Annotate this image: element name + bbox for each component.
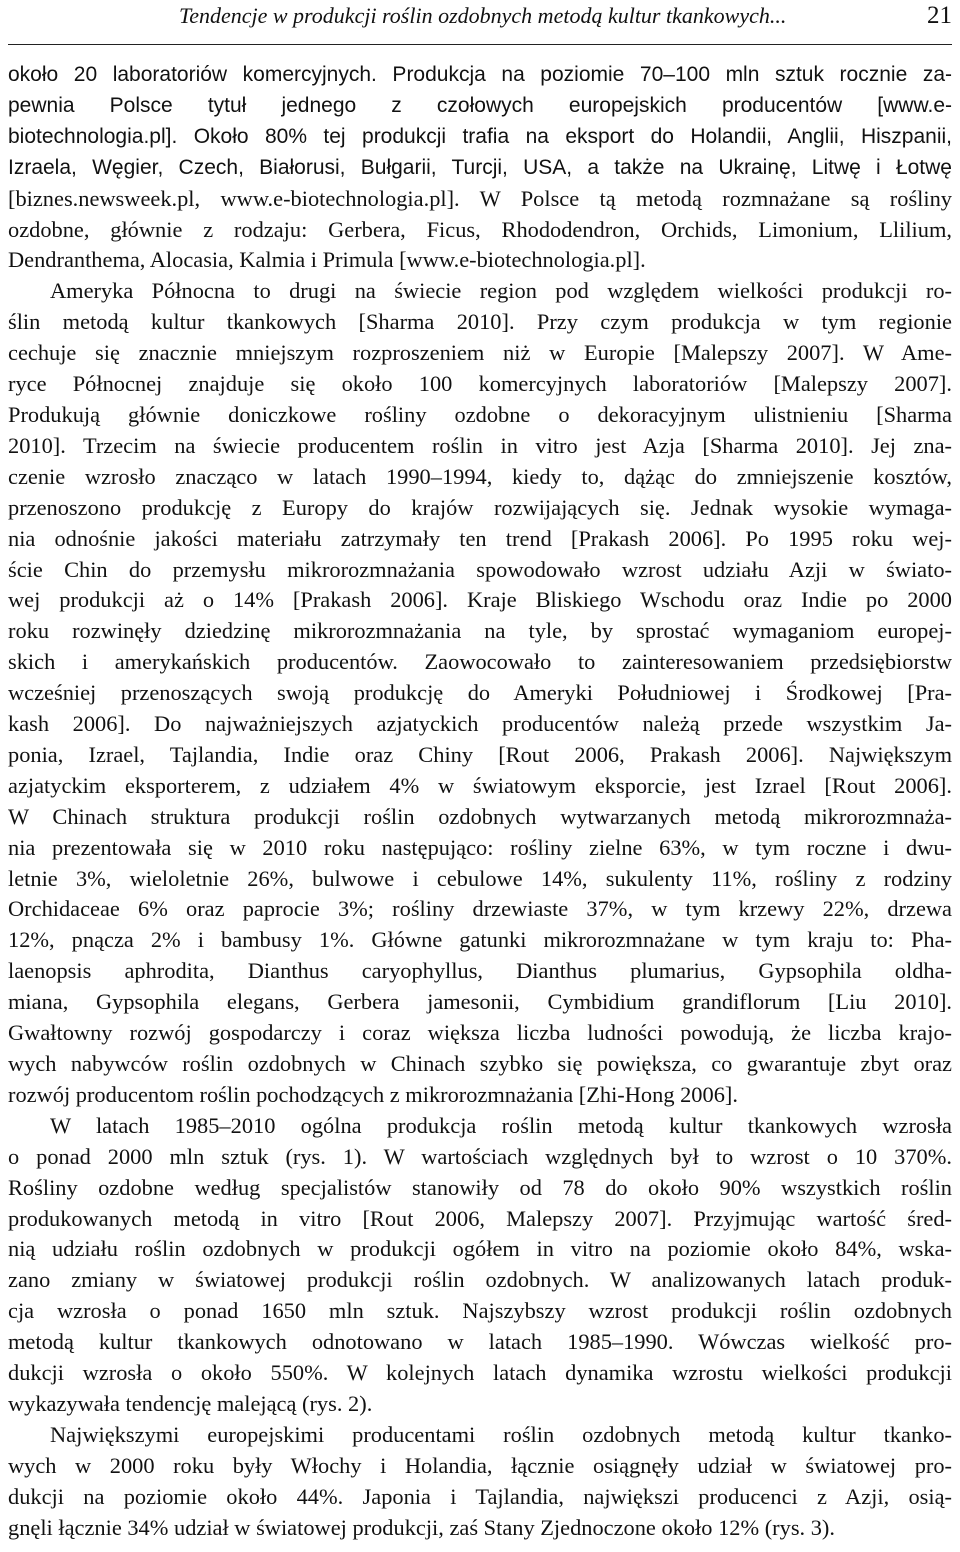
text-line: Dendranthema, Alocasia, Kalmia i Primula [www.e-biotechnologia.pl]. [8, 247, 646, 273]
text-line: nią udziału roślin ozdobnych w produkcji ogółem in vitro na poziomie około 84%, wska- [8, 1236, 952, 1262]
running-title: Tendencje w produkcji roślin ozdobnych metodą kultur tkankowych... [179, 3, 787, 28]
text-line: [biznes.newsweek.pl, www.e-biotechnologia.pl]. W Polsce tą metodą rozmnażane są rośliny [8, 185, 952, 211]
paragraph [8, 60, 952, 276]
paragraph [8, 1111, 952, 1420]
text-line: rozwój producentom roślin pochodzących z mikrorozmnażania [Zhi-Hong 2006]. [8, 1081, 738, 1107]
text-line: wcześniej przenoszących swoją produkcję do Ameryki Południowej i Środkowej [Pra- [8, 680, 952, 706]
paragraph [8, 276, 952, 1110]
text-line: roku rozwinęły dziedzinę mikrorozmnażania na tyle, by sprostać wymaganiom europej- [8, 618, 952, 644]
text-line: 12%, pnącza 2% i bambusy 1%. Główne gatunki mikrorozmnażane w tym kraju to: Pha- [8, 927, 952, 953]
text-line: kash 2006]. Do najważniejszych azjatyckich producentów należą przede wszystkim Ja- [8, 711, 952, 737]
text-line: laenopsis aphrodita, Dianthus caryophyllus, Dianthus plumarius, Gypsophila oldha- [8, 958, 952, 984]
text-line: nia prezentowała się w 2010 roku następująco: rośliny zielne 63%, w tym roczne i dwu- [8, 834, 952, 860]
text-line: Ameryka Północna to drugi na świecie region pod względem wielkości produkcji ro- [50, 278, 952, 304]
text-line: pewnia Polsce tytuł jednego z czołowych europejskich producentów [www.e- [8, 93, 952, 117]
text-line: letnie 3%, wieloletnie 26%, bulwowe i cebulowe 14%, sukulenty 11%, rośliny z rodziny [8, 865, 952, 891]
text-line: azjatyckim eksporterem, z udziałem 4% w światowym eksporcie, jest Izrael [Rout 2006]. [8, 772, 952, 798]
paragraph [8, 1420, 952, 1544]
text-line: przenoszono produkcję z Europy do krajów rozwijających się. Jednak wysokie wymaga- [8, 494, 952, 520]
text-line: dukcji wzrosła o około 550%. W kolejnych latach dynamika wzrostu wielkości produkcji [8, 1360, 952, 1386]
text-line: Rośliny ozdobne według specjalistów stanowiły od 78 do około 90% wszystkich roślin [8, 1174, 952, 1200]
text-line: Orchidaceae 6% oraz paprocie 3%; rośliny drzewiaste 37%, w tym krzewy 22%, drzewa [8, 896, 952, 922]
text-line: skich i amerykańskich producentów. Zaowocowało to zainteresowaniem przedsiębiorstw [8, 649, 952, 675]
text-line: cechuje się znacznie mniejszym rozproszeniem niż w Europie [Malepszy 2007]. W Ame- [8, 340, 952, 366]
text-line: biotechnologia.pl]. Około 80% tej produkcji trafia na eksport do Holandii, Anglii, Hiszpanii, [8, 124, 952, 148]
text-line: ślin metodą kultur tkankowych [Sharma 2010]. Przy czym produkcja w tym regionie [8, 309, 952, 335]
text-line: dukcji na poziomie około 44%. Japonia i Tajlandia, największi producenci z Azji, osią- [8, 1483, 952, 1509]
text-line: 2010]. Trzecim na świecie producentem roślin in vitro jest Azja [Sharma 2010]. Jej zna- [8, 432, 952, 458]
text-line: wykazywała tendencję malejącą (rys. 2). [8, 1390, 373, 1416]
text-line: metodą kultur tkankowych odnotowano w latach 1985–1990. Wówczas wielkość pro- [8, 1329, 952, 1355]
text-line: ozdobne, głównie z rodzaju: Gerbera, Ficus, Rhododendron, Orchids, Limonium, Llilium, [8, 216, 952, 242]
text-line: czenie wzrosło znacząco w latach 1990–1994, kiedy to, dążąc do zmniejszenie kosztów, [8, 463, 952, 489]
text-line: produkowanych metodą in vitro [Rout 2006, Malepszy 2007]. Przyjmując wartość śred- [8, 1205, 952, 1231]
text-line: zano zmiany w światowej produkcji roślin ozdobnych. W analizowanych latach produk- [8, 1267, 952, 1293]
text-line: Największymi europejskimi producentami roślin ozdobnych metodą kultur tkanko- [50, 1421, 952, 1447]
text-line: gnęli łącznie 34% udział w światowej produkcji, zaś Stany Zjednoczone około 12% (rys. 3). [8, 1514, 835, 1540]
text-line: Izraela, Węgier, Czech, Białorusi, Bułgarii, Turcji, USA, a także na Ukrainę, Litwę i Łotwę [8, 155, 952, 179]
page-number: 21 [927, 2, 952, 29]
text-line: wej produkcji aż o 14% [Prakash 2006]. Kraje Bliskiego Wschodu oraz Indie po 2000 [8, 587, 952, 613]
text-line: Gwałtowny rozwój gospodarczy i coraz większa liczba ludności powodują, że liczba krajo- [8, 1020, 952, 1046]
text-line: ponia, Izrael, Tajlandia, Indie oraz Chiny [Rout 2006, Prakash 2006]. Największym [8, 741, 952, 767]
text-line: Produkują głównie doniczkowe rośliny ozdobne o dekoracyjnym ulistnieniu [Sharma [8, 401, 952, 427]
body-text [8, 60, 952, 1544]
text-line: około 20 laboratoriów komercyjnych. Produkcja na poziomie 70–100 mln sztuk rocznie za- [8, 63, 952, 86]
text-line: ryce Północnej znajduje się około 100 komercyjnych laboratoriów [Malepszy 2007]. [8, 371, 952, 397]
text-line: cja wzrosła o ponad 1650 mln sztuk. Najszybszy wzrost produkcji roślin ozdobnych [8, 1298, 952, 1324]
text-line: W latach 1985–2010 ogólna produkcja roślin metodą kultur tkankowych wzrosła [50, 1112, 952, 1138]
text-line: o ponad 2000 mln sztuk (rys. 1). W wartościach względnych był to wzrost o 10 370%. [8, 1143, 952, 1169]
running-header [8, 0, 952, 45]
text-line: nia odnośnie jakości materiału zatrzymały ten trend [Prakash 2006]. Po 1995 roku wej- [8, 525, 952, 551]
text-line: miana, Gypsophila elegans, Gerbera jamesonii, Cymbidium grandiflorum [Liu 2010]. [8, 989, 952, 1015]
text-line: wych w 2000 roku były Włochy i Holandia, łącznie osiągnęły udział w światowej pro- [8, 1452, 952, 1478]
text-line: W Chinach struktura produkcji roślin ozdobnych wytwarzanych metodą mikrorozmnaża- [8, 803, 952, 829]
text-line: wych nabywców roślin ozdobnych w Chinach szybko się powiększa, co gwarantuje zbyt oraz [8, 1051, 952, 1076]
text-line: ście Chin do przemysłu mikrorozmnażania spowodowało wzrost udziału Azji w świato- [8, 556, 952, 582]
